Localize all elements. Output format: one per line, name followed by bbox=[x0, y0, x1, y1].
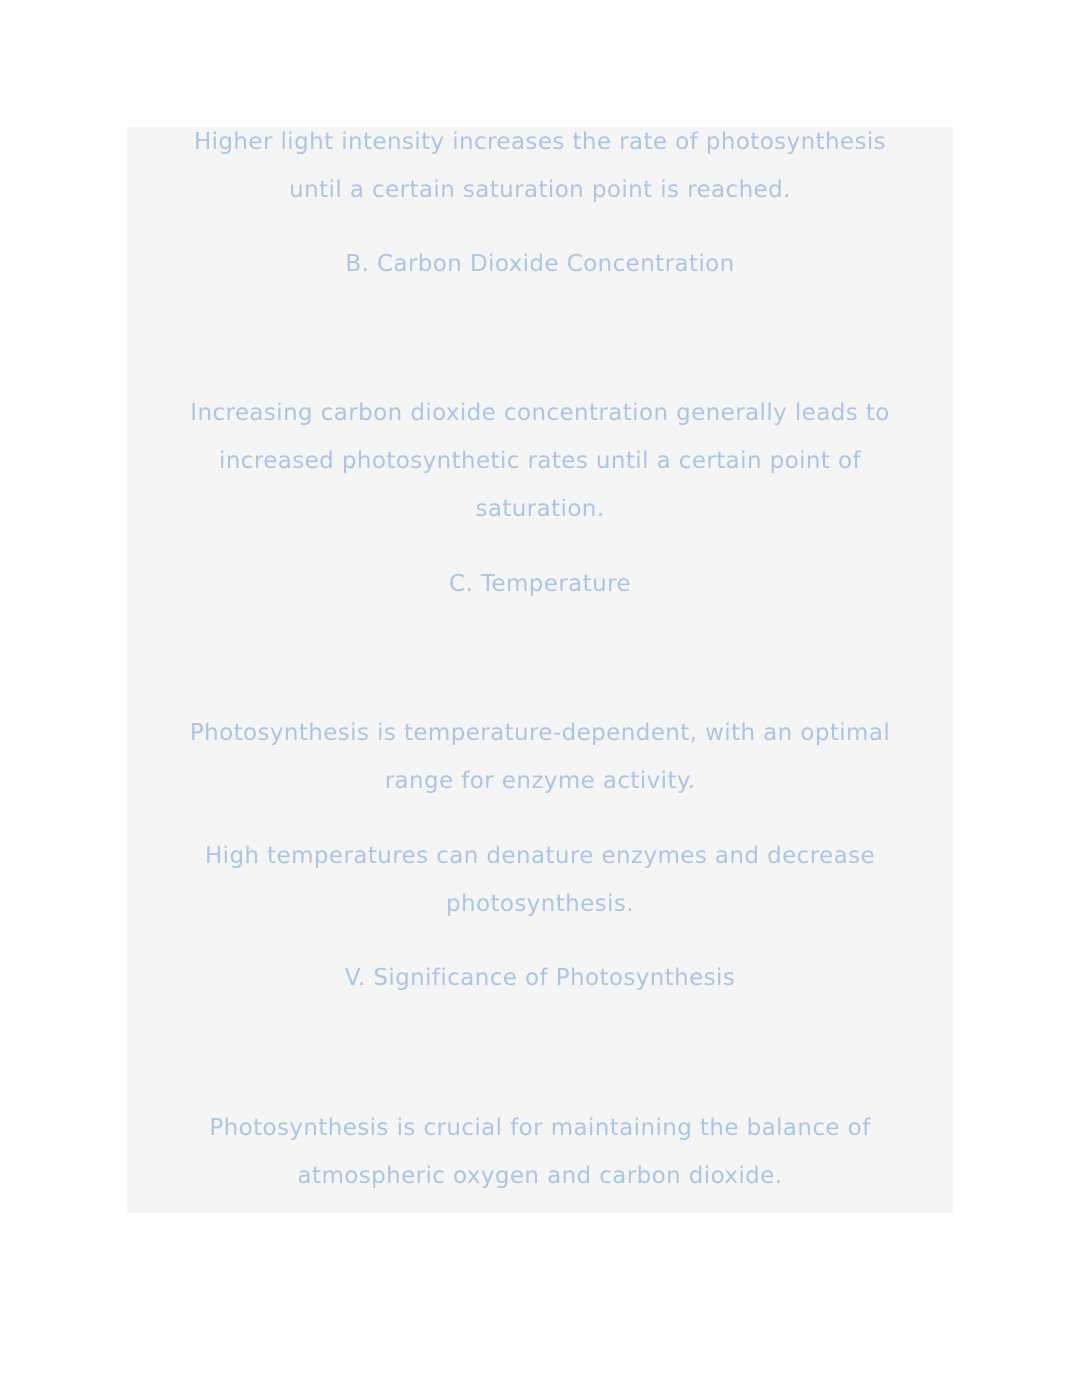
content-panel bbox=[127, 127, 953, 1213]
paragraph-co2-line-2: increased photosynthetic rates until a certain point of bbox=[219, 448, 861, 474]
paragraph-co2-line-3: saturation. bbox=[475, 496, 605, 522]
paragraph-co2-line-1: Increasing carbon dioxide concentration generally leads to bbox=[190, 400, 890, 426]
paragraph-temperature-line-1: Photosynthesis is temperature-dependent, with an optimal bbox=[189, 720, 891, 746]
paragraph-temperature-line-2: range for enzyme activity. bbox=[384, 768, 696, 794]
heading-carbon-dioxide: B. Carbon Dioxide Concentration bbox=[345, 251, 735, 277]
paragraph-denature-line-1: High temperatures can denature enzymes and decrease bbox=[204, 843, 876, 869]
paragraph-light-line-2: until a certain saturation point is reached. bbox=[289, 177, 791, 203]
paragraph-significance-line-2: atmospheric oxygen and carbon dioxide. bbox=[297, 1163, 783, 1189]
paragraph-significance-line-1: Photosynthesis is crucial for maintaining the balance of bbox=[209, 1115, 871, 1141]
heading-significance: V. Significance of Photosynthesis bbox=[344, 965, 736, 991]
heading-temperature: C. Temperature bbox=[449, 571, 631, 597]
paragraph-light-line-1: Higher light intensity increases the rate of photosynthesis bbox=[193, 129, 887, 155]
paragraph-denature-line-2: photosynthesis. bbox=[446, 891, 634, 917]
